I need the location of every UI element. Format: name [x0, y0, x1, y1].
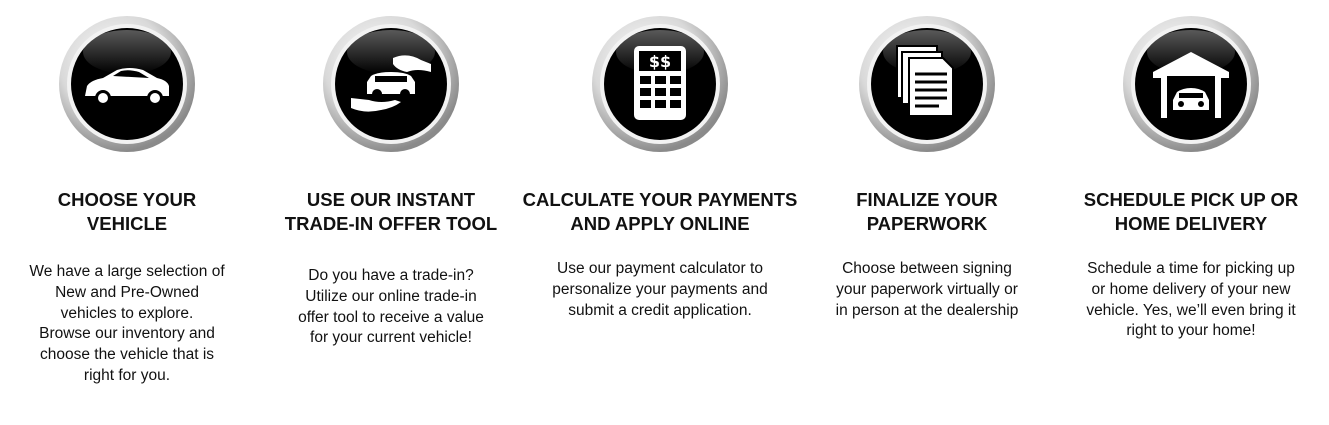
step-title: SCHEDULE PICK UP OR HOME DELIVERY [1083, 189, 1299, 234]
step-title: CHOOSE YOUR VEHICLE [57, 189, 197, 234]
step-description: Use our payment calculator to personalize your payments and submit a credit application. [552, 260, 768, 319]
step-calculate-payments [520, 0, 800, 425]
step-finalize-paperwork [800, 0, 1054, 425]
step-title: CALCULATE YOUR PAYMENTS AND APPLY ONLINE [522, 189, 798, 234]
car-icon [57, 14, 197, 154]
step-schedule-pickup [1060, 0, 1322, 425]
step-trade-in [264, 0, 518, 425]
step-description: Choose between signing your paperwork virtually or in person at the dealership [835, 260, 1019, 319]
calculator-icon [590, 14, 730, 154]
svg-text:$$: $$ [648, 52, 672, 71]
step-description: We have a large selection of New and Pre-Owned vehicles to explore. Browse our inventory and choose the vehicle that is right for you. [29, 263, 225, 384]
trade-in-hands-car-icon [321, 14, 461, 154]
step-title: USE OUR INSTANT TRADE-IN OFFER TOOL [284, 189, 498, 234]
garage-car-icon [1121, 14, 1261, 154]
step-description: Schedule a time for picking up or home delivery of your new vehicle. Yes, we’ll even bring it right to your home! [1086, 260, 1296, 340]
documents-icon [857, 14, 997, 154]
step-title: FINALIZE YOUR PAPERWORK [856, 189, 998, 234]
step-description: Do you have a trade-in? Utilize our online trade-in offer tool to receive a value for your current vehicle! [298, 267, 484, 347]
step-choose-vehicle [0, 0, 254, 425]
